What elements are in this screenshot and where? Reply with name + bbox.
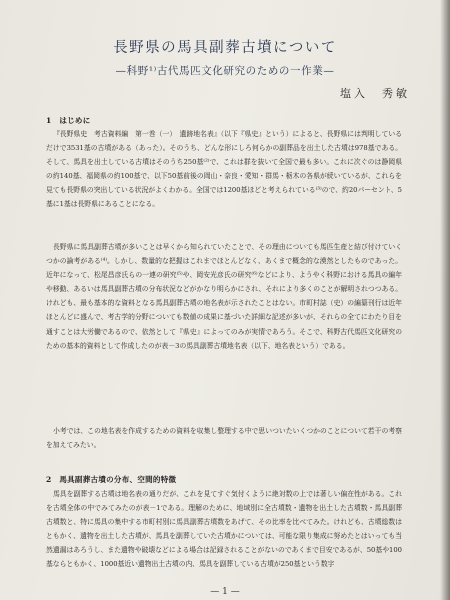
author-name: 塩入 秀敏: [340, 87, 410, 100]
article-title: 長野県の馬具副葬古墳について: [113, 40, 337, 56]
paragraph-intro-1: 『長野県史 考古資料編 第一巻（一） 遺跡地名表』（以下『県史』という）によると、長野県には判明しているだけで3531基の古墳がある（あった）。そのうち、どんな形にしろ何らかの副葬品を出土した古墳は978基である。そして、馬具を出土している古墳はそのうち250基⁽²⁾で、これは群を抜いて全国で最も多い。これに次ぐのは静岡県の約140基、福岡県の約100基で、以下50基前後の岡山・奈良・愛知・群馬・栃木の各県が続いているが、これらを見ても長野県の突出している状況がよくわかる。全国では1200基ほどと考えられている⁽³⁾ので、約20パーセント、5基に1基は長野県にあることになる。: [46, 130, 402, 209]
section-heading-distribution: 2 馬具副葬古墳の分布、空間的特徴: [46, 475, 177, 484]
section-heading-introduction: 1 はじめに: [46, 116, 91, 125]
article-subtitle: —科野¹⁾古代馬匹文化研究のための一作業—: [115, 65, 335, 77]
paragraph-intro-3: 小考では、この地名表を作成するための資料を収集し整理する中で思いついたいくつかのことについて若干の考察を加えてみたい。: [46, 427, 402, 450]
paragraph-distribution-1: 馬具を副葬する古墳は地名表の通りだが、これを見てすぐ気付くように絶対数の上では著しい偏在性がある。これを古墳全体の中でみてみたのが表－1である。理解のために、地域別に全古墳数・遺物を出土した古墳数・馬具副葬古墳数と、特に馬具の集中する市町村別に馬具副葬古墳数をあげて、その比率を比べてみた。けれども、古墳総数はともかく、遺物を出土した古墳が、馬具を副葬していた古墳かについては、可能な限り集成に努めたとはいっても当然遺漏はあろうし、また遺物や破壊などによる場合は記録されることがないのであくまで目安であるが、50基や100基ならともかく、1000基近い遺物出土古墳の内、馬具を副葬している古墳が250基という数字: [46, 490, 402, 569]
paragraph-intro-2: 長野県に馬具副葬古墳が多いことは早くから知られていたことで、その理由についても馬匹生産と結び付けていくつかの論考がある⁽⁴⁾。しかし、数量的な把握はこれまでほとんどなく、あくまで概念的な漠然としたものであった。近年になって、松尾昌彦氏らの一連の研究⁽⁵⁾や、岡安光彦氏の研究⁽⁶⁾などにより、ようやく科野における馬具の編年や移動、あるいは馬具副葬古墳の分布状況などがかなり明らかにされ、それにより多くのことが解明されつつある。けれども、最も基本的な資料となる馬具副葬古墳の地名表が示されたことはない。市町村誌（史）の編纂刊行は近年ほとんどに盛んで、考古学的分野についても数値の成果に基づいた詳細な記述が多いが、それらの全てにわたり目を通すことは大労働であるので、依然として『県史』によってのみが実情であろう。そこで、科野古代馬匹文化研究のための基本的資料として作成したのが表－3の馬具副葬古墳地名表（以下、地名表という）である。: [46, 243, 402, 350]
page-number: — 1 —: [210, 587, 240, 597]
page-edge-shadow: [440, 0, 450, 600]
